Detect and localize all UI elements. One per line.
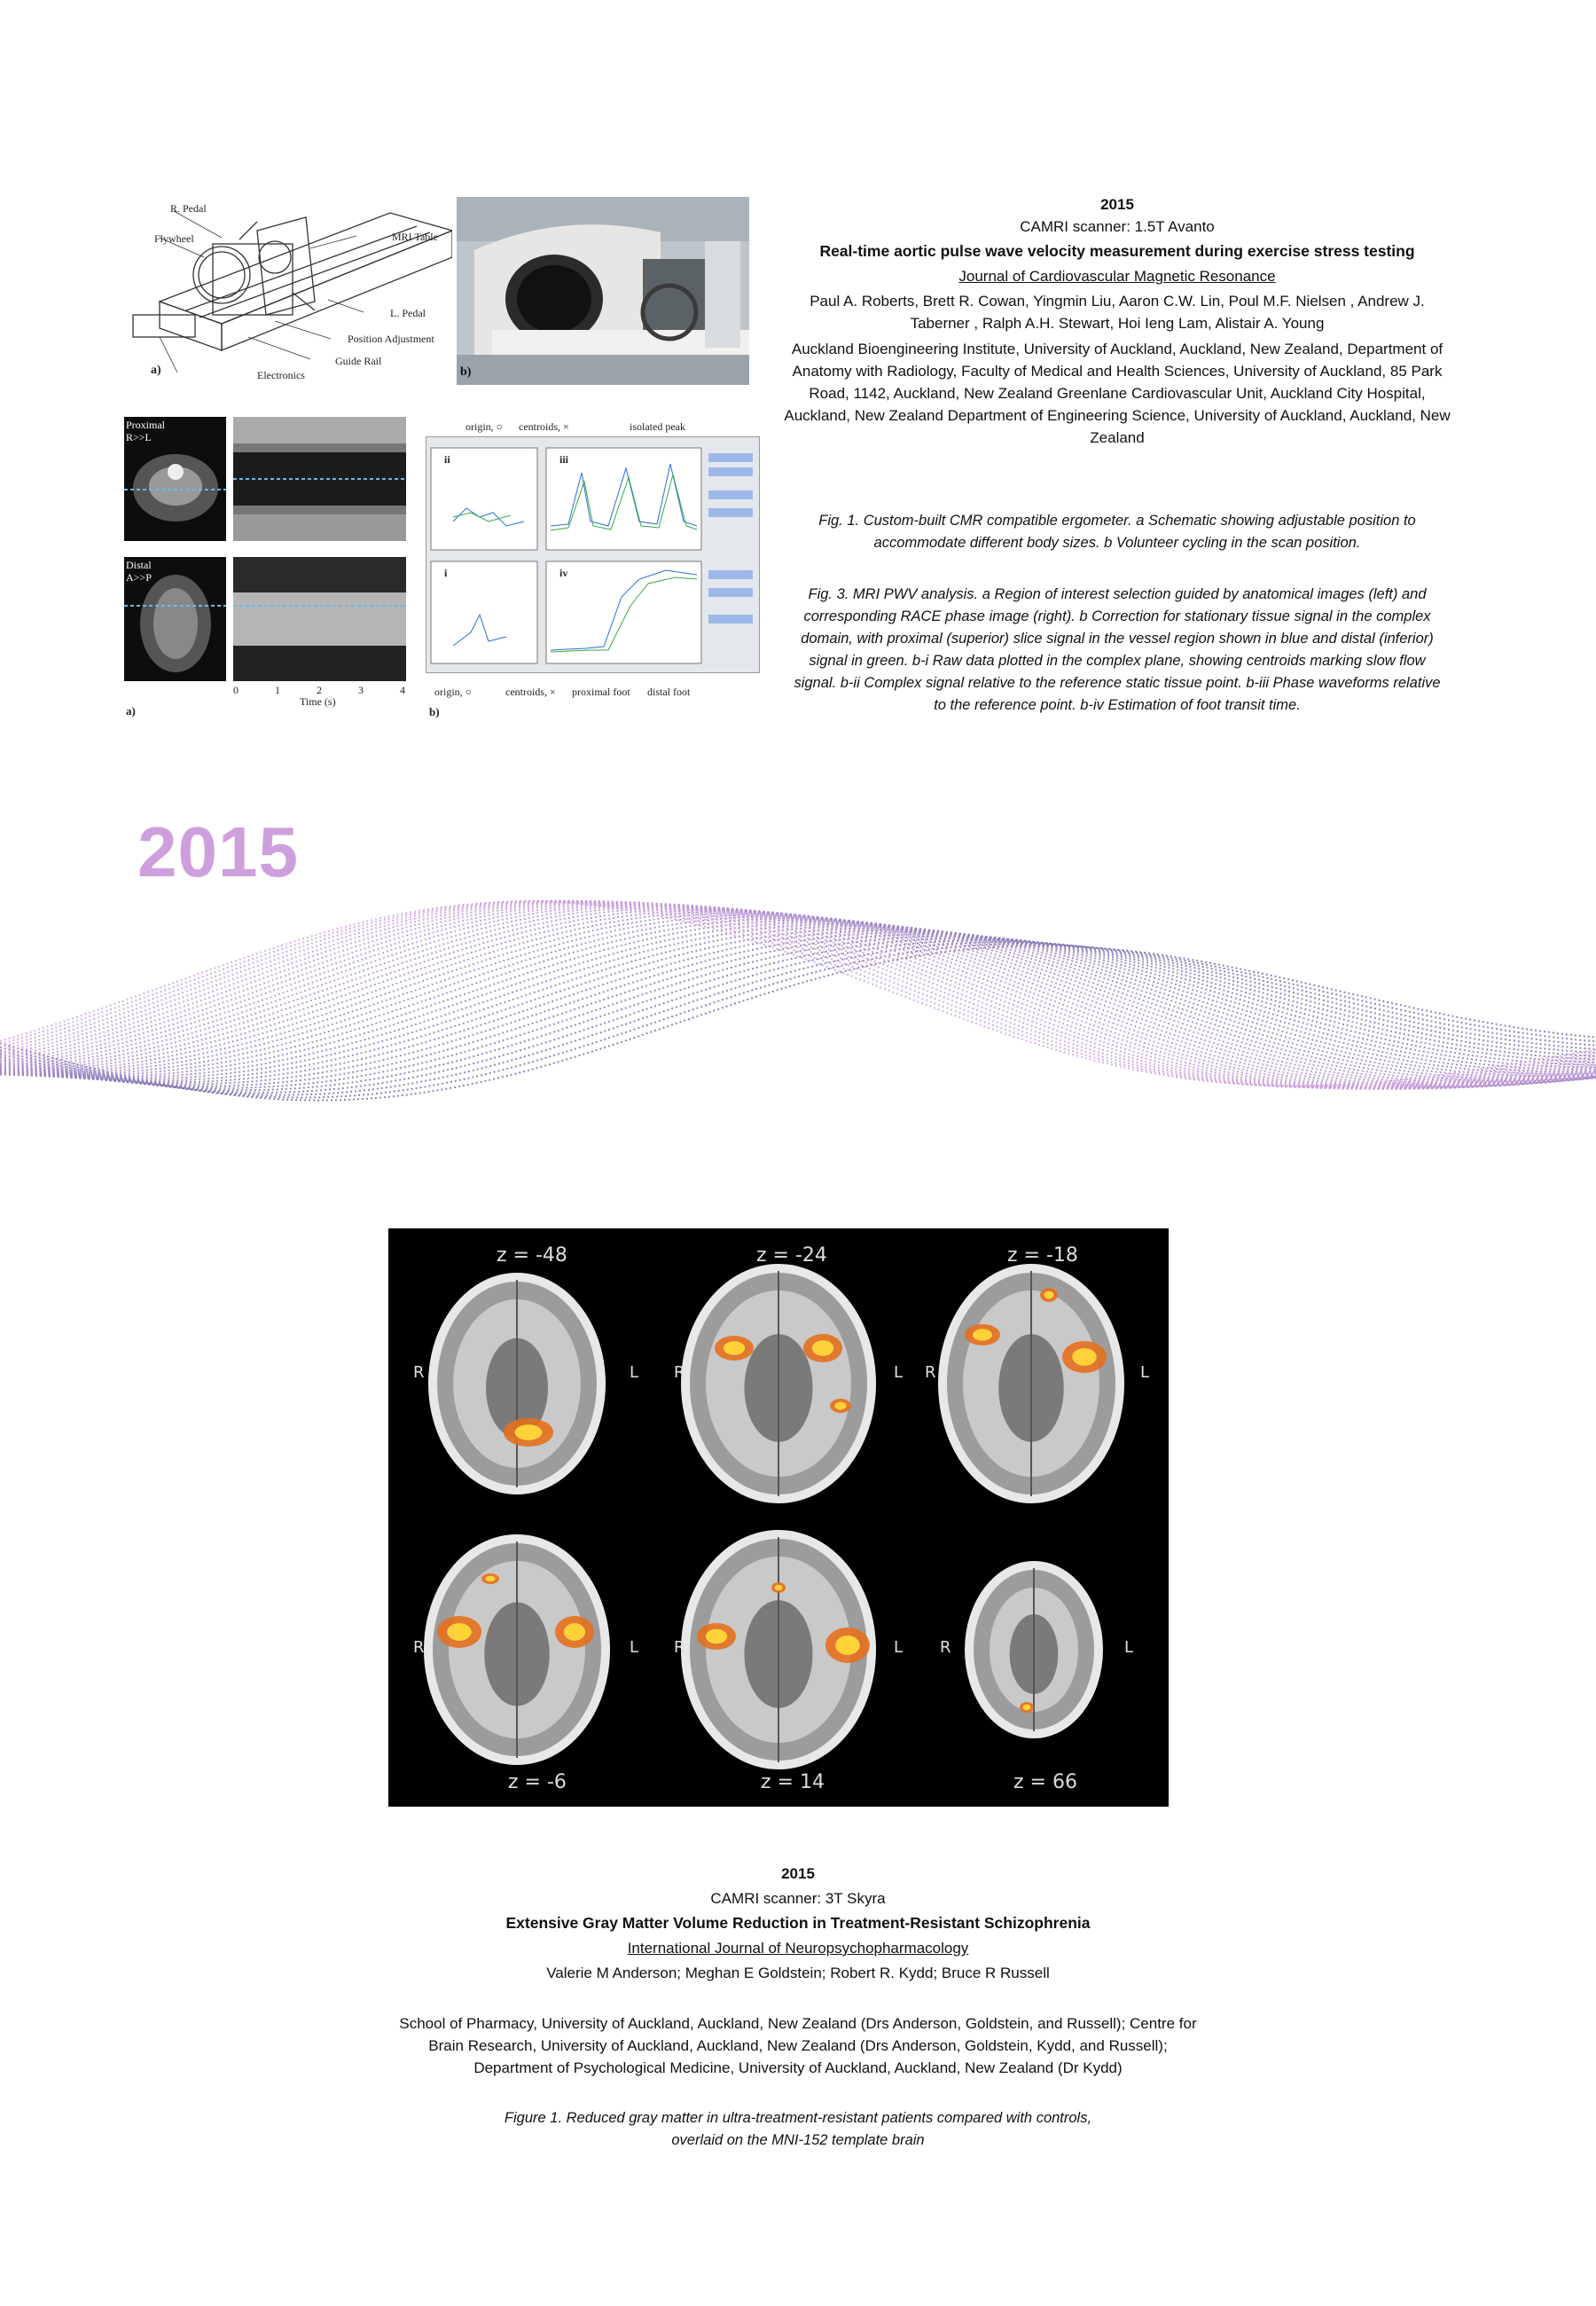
fig3a-mri (122, 415, 411, 721)
label-position-adjustment: Position Adjustment (348, 333, 434, 345)
paper2-caption: Figure 1. Reduced gray matter in ultra-treatment-resistant patients compared with controls, overlaid on the MNI-152 template brain (504, 2110, 1092, 2148)
isolated-peak-label: isolated peak (630, 420, 685, 433)
l-label-6: L (1124, 1638, 1134, 1657)
label-panel-a: a) (151, 364, 161, 377)
centroids-bottom-label: centroids, × (505, 686, 556, 698)
slice-label-3: z = -18 (1007, 1244, 1078, 1267)
distal-trace (233, 557, 406, 681)
ap-label: A>>P (126, 571, 152, 584)
r-label-6: R (940, 1638, 951, 1657)
label-mri-table: MRI Table (392, 231, 438, 243)
paper1-title: Real-time aortic pulse wave velocity measurement during exercise stress testing (819, 242, 1415, 260)
label-panel-b: b) (460, 365, 472, 379)
proximal-trace (233, 417, 406, 541)
r-label-3: R (925, 1363, 936, 1382)
paper1-authors: Paul A. Roberts, Brett R. Cowan, Yingmin Liu, Aaron C.W. Lin, Poul M.F. Nielsen , Andrew J. Taberner , Ralph A.H. Stewart, Hoi Ieng Lam, Alistair A. Young (810, 293, 1425, 332)
l-label-4: L (630, 1638, 639, 1657)
panel-b-label: b) (429, 705, 440, 718)
label-l-pedal: L. Pedal (390, 307, 426, 319)
paper2-block (399, 1863, 1197, 2152)
r-label-5: R (674, 1638, 685, 1657)
paper2-scanner: CAMRI scanner: 3T Skyra (710, 1890, 886, 1907)
tick-3: 3 (358, 684, 364, 696)
slice-label-4: z = -6 (508, 1771, 567, 1793)
brain-figure (388, 1228, 1169, 1807)
panel-iii: iii (559, 453, 569, 466)
panel-ii: ii (444, 453, 450, 466)
r-label-1: R (413, 1363, 425, 1382)
proximal-foot-label: proximal foot (572, 686, 630, 698)
proximal-label: Proximal (126, 419, 165, 431)
section-year: 2015 (137, 812, 299, 891)
proximal-image (124, 417, 226, 541)
paper2-title: Extensive Gray Matter Volume Reduction in Treatment-Resistant Schizophrenia (505, 1914, 1091, 1932)
distal-image (124, 557, 226, 681)
r-label-2: R (674, 1363, 685, 1382)
paper1-block (780, 193, 1454, 449)
paper2-affiliations: School of Pharmacy, University of Auckland, Auckland, New Zealand (Drs Anderson, Goldstein, and Russell); Centre for Brain Research, University of Auckland, Auckland, New Zealand (Drs Anderson, Goldstein, Kydd, and Russell); Department of Psychological Medicine, University of Auckland, Auckland, New Zealand (Dr Kydd) (399, 2015, 1197, 2076)
label-r-pedal: R. Pedal (170, 202, 207, 215)
slice-label-5: z = 14 (761, 1771, 825, 1793)
distal-label: Distal (126, 559, 152, 571)
l-label-3: L (1140, 1363, 1150, 1382)
paper1-scanner: CAMRI scanner: 1.5T Avanto (1020, 218, 1215, 235)
tick-4: 4 (400, 684, 405, 696)
fig1b-photo (457, 197, 749, 385)
paper2-year: 2015 (781, 1865, 815, 1882)
panel-a-label: a) (126, 704, 136, 718)
paper1-affiliations: Auckland Bioengineering Institute, University of Auckland, Auckland, New Zealand, Department of Anatomy with Radiology, Faculty of Medical and Health Sciences, University of Auckland, 85 Park Road, 1142, Auckland, New Zealand Greenlane Cardiovascular Unit, Auckland City Hospital, Auckland, New Zealand Department of Engineering Science, University of Auckland, Auckland, New Zealand (784, 341, 1451, 446)
panel-iv: iv (559, 567, 568, 579)
label-flywheel: Flywheel (154, 232, 194, 245)
paper2-journal[interactable]: International Journal of Neuropsychopharmacology (627, 1940, 969, 1957)
panel-i: i (444, 567, 448, 579)
l-label-2: L (894, 1363, 904, 1382)
analysis-window (426, 436, 760, 673)
tick-0: 0 (233, 684, 239, 696)
wave-decoration (0, 851, 1596, 1180)
l-label-1: L (630, 1363, 639, 1382)
label-guide-rail: Guide Rail (335, 355, 382, 367)
fig1a-schematic (124, 195, 452, 381)
origin-top-label: origin, ○ (466, 420, 503, 433)
label-electronics: Electronics (257, 369, 305, 381)
paper2-authors: Valerie M Anderson; Meghan E Goldstein; Robert R. Kydd; Bruce R Russell (546, 1965, 1050, 1981)
time-axis-label: Time (s) (300, 695, 336, 708)
r-label-4: R (413, 1638, 425, 1657)
centroids-top-label: centroids, × (519, 420, 569, 433)
l-label-5: L (894, 1638, 904, 1657)
paper1-year: 2015 (1100, 196, 1134, 213)
slice-label-6: z = 66 (1013, 1771, 1077, 1793)
paper1-caption-fig1: Fig. 1. Custom-built CMR compatible ergometer. a Schematic showing adjustable position to accommodate different body sizes. b Volunteer cycling in the scan position. (818, 513, 1416, 551)
paper1-caption-fig3: Fig. 3. MRI PWV analysis. a Region of interest selection guided by anatomical images (left) and corresponding RACE phase image (right). b Correction for stationary tissue signal in the complex domain, with proximal (superior) slice signal in the vessel region shown in blue and distal (inferior) signal in green. b-i Raw data plotted in the complex plane, showing centroids marking slow flow signal. b-ii Complex signal relative to the reference static tissue point. b-iii Phase waveforms relative to the reference point. b-iv Estimation of foot transit time. (794, 586, 1441, 713)
rl-label: R>>L (126, 431, 152, 443)
paper1-journal[interactable]: Journal of Cardiovascular Magnetic Resonance (958, 268, 1276, 285)
fig3b-analysis (417, 417, 763, 723)
origin-bottom-label: origin, ○ (434, 686, 472, 698)
tick-2: 2 (317, 684, 322, 696)
slice-label-2: z = -24 (756, 1244, 827, 1267)
distal-foot-label: distal foot (647, 686, 691, 698)
slice-label-1: z = -48 (497, 1244, 567, 1267)
tick-1: 1 (275, 684, 280, 696)
